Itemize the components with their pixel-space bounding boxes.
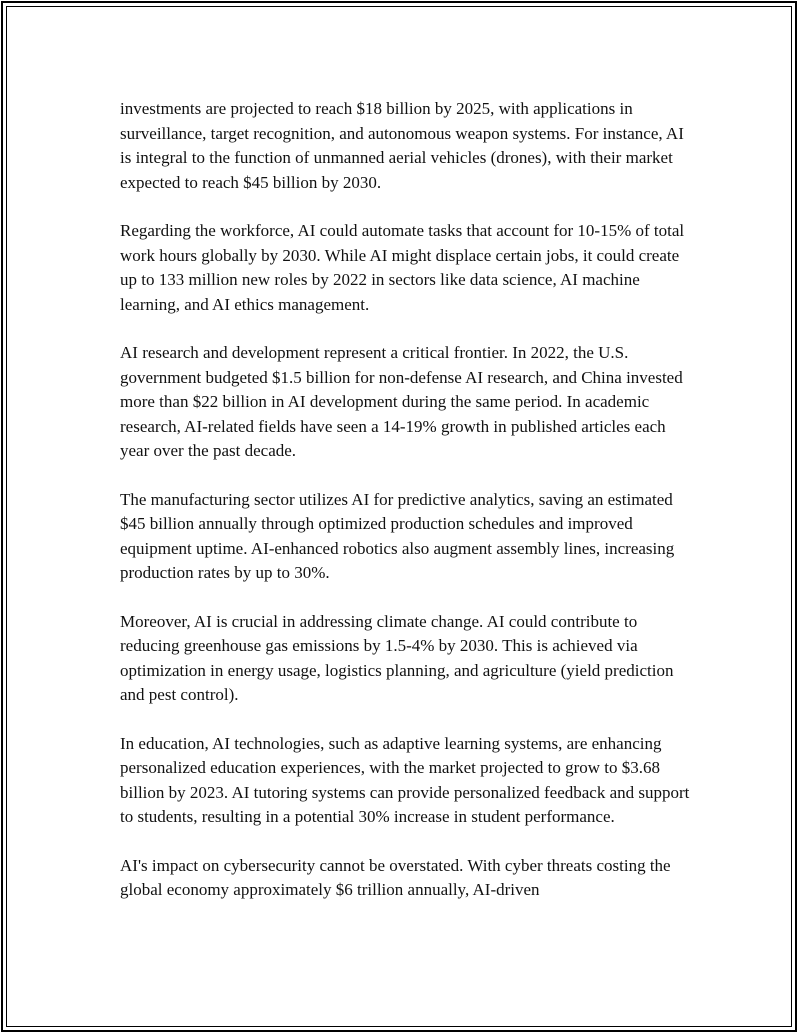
paragraph-cybersecurity: AI's impact on cybersecurity cannot be overstated. With cyber threats costing the global economy approximately $6 trillion annually, AI-driven [120,855,671,899]
document-body [120,97,690,927]
paragraph-workforce: Regarding the workforce, AI could automate tasks that account for 10-15% of total work hours globally by 2030. While AI might displace certain jobs, it could create up to 133 million new roles by 2022 in sectors like data science, AI machine learning, and AI ethics management. [120,221,685,314]
paragraph-climate-change: Moreover, AI is crucial in addressing climate change. AI could contribute to reducing greenhouse gas emissions by 1.5-4% by 2030. This is achieved via optimization in energy usage, logistics planning, and agriculture (yield prediction and pest control). [120,611,674,704]
paragraph-military-ai: investments are projected to reach $18 billion by 2025, with applications in surveillance, target recognition, and autonomous weapon systems. For instance, AI is integral to the function of unmanned aerial vehicles (drones), with their market expected to reach $45 billion by 2030. [120,99,684,192]
paragraph-education: In education, AI technologies, such as adaptive learning systems, are enhancing personalized education experiences, with the market projected to grow to $3.68 billion by 2023. AI tutoring systems can provide personalized feedback and support to students, resulting in a potential 30% increase in student performance. [120,733,690,826]
paragraph-research-development: AI research and development represent a critical frontier. In 2022, the U.S. government budgeted $1.5 billion for non-defense AI research, and China invested more than $22 billion in AI development during the same period. In academic research, AI-related fields have seen a 14-19% growth in published articles each year over the past decade. [120,343,683,460]
document-page [1,1,797,1032]
paragraph-manufacturing: The manufacturing sector utilizes AI for predictive analytics, saving an estimated $45 billion annually through optimized production schedules and improved equipment uptime. AI-enhanced robotics also augment assembly lines, increasing production rates by up to 30%. [120,489,675,582]
